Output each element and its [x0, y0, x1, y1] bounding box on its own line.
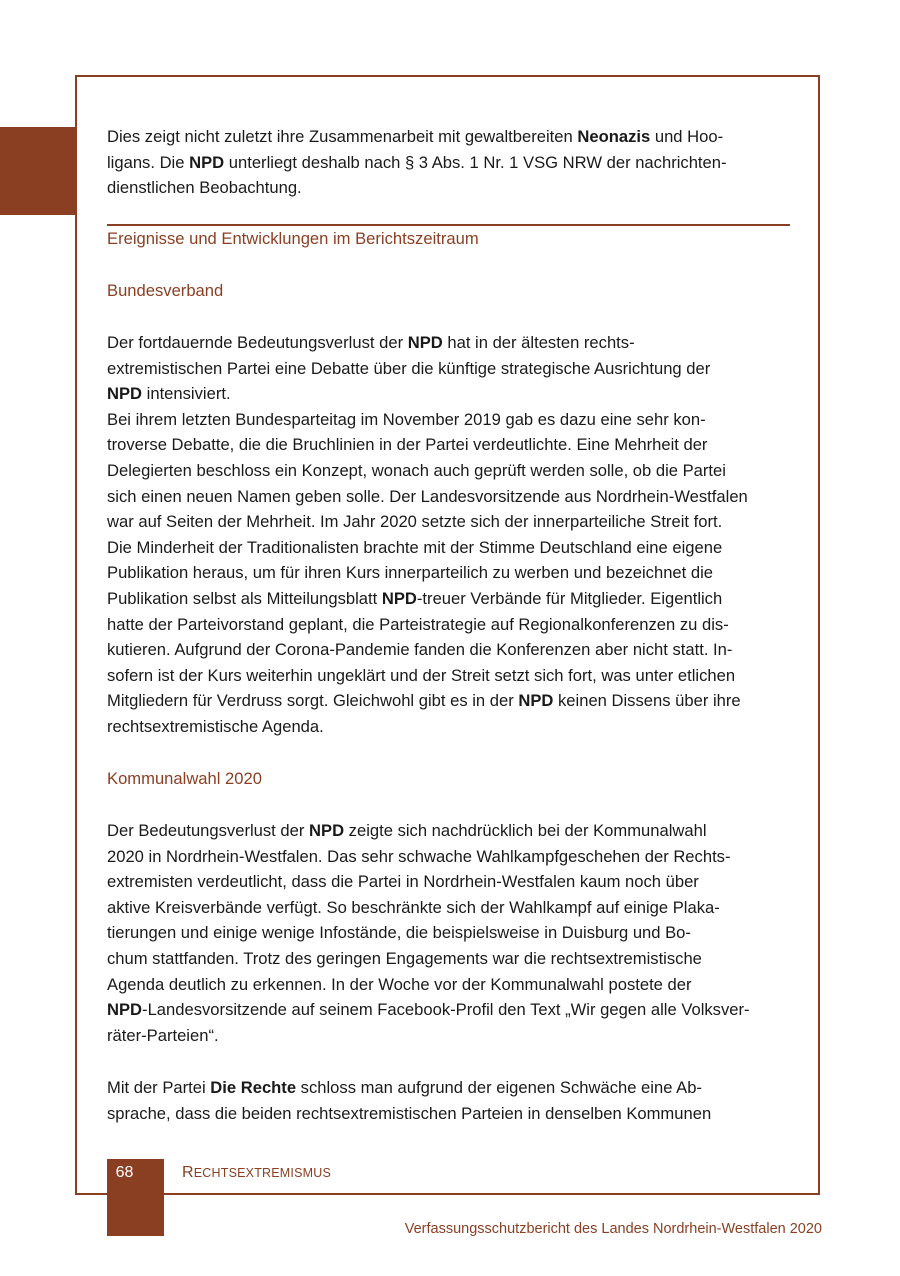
body-text-kommunalwahl-2: [107, 1075, 797, 1126]
paragraph-kommunalwahl-2: Mit der Partei Die Rechte schloss man aufgrund der eigenen Schwäche eine Ab- sprache, dass die beiden rechtsextremistischen Parteien in denselben Kommunen: [107, 1078, 712, 1123]
emphasis-term: NPD: [107, 384, 143, 404]
paragraph-kommunalwahl-1: Der Bedeutungsverlust der NPD zeigte sich nachdrücklich bei der Kommunalwahl 2020 in Nordrhein-Westfalen. Das sehr schwache Wahlkampfgeschehen der Rechts- extremisten verdeutlicht, dass die Partei in Nordrhein-Westfalen kaum noch über aktive Kreisverbände verfügt. So beschränkte sich der Wahlkampf auf einige Plaka- tierungen und einige wenige Infostände, die beispielsweise in Duisburg und Bo- chum stattfanden. Trotz des geringen Engagements war die rechtsextremistische Agenda deutlich zu erkennen. In der Woche vor der Kommunalwahl postete der NPD-Landesvorsitzende auf seinem Facebook-Profil den Text „Wir gegen alle Volksver- räter-Parteien“.: [107, 821, 750, 1045]
section-label-initial: R: [182, 1164, 194, 1181]
emphasis-term: NPD: [381, 588, 417, 608]
emphasis-term: NPD: [407, 333, 443, 352]
section-label-rest: ECHTSEXTREMISMUS: [193, 1166, 332, 1180]
paragraph-bundesverband: Der fortdauernde Bedeutungsverlust der NPD hat in der ältesten rechts- extremistischen Partei eine Debatte über die künftige strategische Ausrichtung der NPD intensiviert. Bei ihrem letzten Bundesparteitag im November 2019 gab es dazu eine sehr kon- troverse Debatte, die die Bruchlinien in der Partei verdeutlichte. Eine Mehrheit der Delegierten beschloss ein Konzept, wonach auch geprüft werden solle, ob die Partei sich einen neuen Namen geben solle. Der Landesvorsitzende aus Nordrhein-Westfalen war auf Seiten der Mehrheit. Im Jahr 2020 setzte sich der innerparteiliche Streit fort. Die Minderheit der Traditionalisten brachte mit der Stimme Deutschland eine eigene Publikation heraus, um für ihren Kurs innerparteilich zu werben und bezeichnet die Publikation selbst als Mitteilungsblatt NPD-treuer Verbände für Mitglieder. Eigentlich hatte der Parteivorstand geplant, die Parteistrategie auf Regionalkonferenzen zu dis- kutieren. Aufgrund der Corona-Pandemie fanden die Konferenzen aber nicht statt. In- sofern ist der Kurs weiterhin ungeklärt und der Streit setzt sich fort, was unter etlichen Mitgliedern für Verdruss sorgt. Gleichwohl gibt es in der NPD keinen Dissens über ihre rechtsextremistische Agenda.: [107, 333, 748, 736]
emphasis-term: NPD: [107, 1000, 143, 1020]
chapter-tab: [0, 127, 75, 215]
emphasis-term: NPD: [309, 821, 345, 840]
heading-events: Ereignisse und Entwicklungen im Berichtszeitraum: [107, 229, 479, 248]
emphasis-term: NPD: [518, 691, 554, 711]
heading-bundesverband: Bundesverband: [107, 281, 224, 300]
body-text-bundesverband: [107, 330, 797, 740]
page-number: 68: [115, 1164, 134, 1181]
body-text-kommunalwahl: [107, 818, 797, 1048]
section-divider: [107, 224, 790, 226]
emphasis-term: Neonazis: [577, 127, 651, 146]
emphasis-term: Die Rechte: [210, 1078, 297, 1097]
heading-kommunalwahl: Kommunalwahl 2020: [107, 769, 262, 788]
publication-title: Verfassungsschutzbericht des Landes Nordrhein-Westfalen 2020: [404, 1221, 822, 1237]
emphasis-term: NPD: [189, 152, 225, 172]
paragraph-intro: Dies zeigt nicht zuletzt ihre Zusammenarbeit mit gewaltbereiten Neonazis und Hoo- ligans. Die NPD unterliegt deshalb nach § 3 Abs. 1 Nr. 1 VSG NRW der nachrichten- dienstlichen Beobachtung.: [107, 127, 727, 198]
section-label: [182, 1164, 331, 1182]
